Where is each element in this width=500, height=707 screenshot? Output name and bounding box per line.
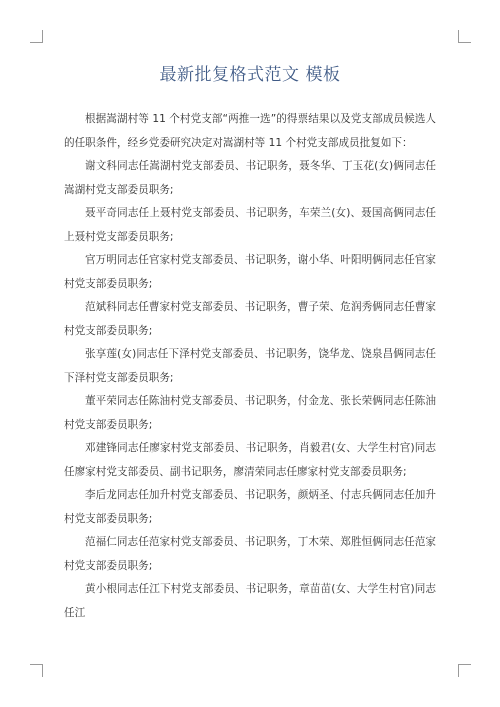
paragraph-jiasheng: 李后龙同志任加升村党支部委员、书记职务，颜炳圣、付志兵俩同志任加升村党支部委员职务;: [64, 489, 436, 525]
paragraph-fanjia: 范福仁同志任范家村党支部委员、书记职务，丁木荣、郑胜恒俩同志任范家村党支部委员职务;: [64, 536, 436, 572]
paragraph-shangnie: 聂平奇同志任上聂村党支部委员、书记职务，车荣兰(女)、聂国高俩同志任上聂村党支部委员职务;: [64, 207, 436, 243]
paragraph-caojia: 范斌科同志任曹家村党支部委员、书记职务，曹子荣、危润秀俩同志任曹家村党支部委员职务;: [64, 301, 436, 337]
paragraph-intro: 根据嵩湖村等 11 个村党支部“两推一选”的得票结果以及党支部成员候选人的任职条件，经乡党委研究决定对嵩湖村等 11 个村党支部成员批复如下：: [64, 113, 436, 149]
crop-mark-bottom-right: [458, 664, 471, 677]
paragraph-chenyou: 董平荣同志任陈油村党支部委员、书记职务，付金龙、张长荣俩同志任陈油村党支部委员职务;: [64, 395, 436, 431]
paragraph-guanjia: 官万明同志任官家村党支部委员、书记职务，谢小华、叶阳明俩同志任官家村党支部委员职务;: [64, 254, 436, 290]
crop-mark-bottom-left: [30, 664, 43, 677]
paragraph-songhu: 谢文科同志任嵩湖村党支部委员、书记职务，聂冬华、丁玉花(女)俩同志任嵩湖村党支部委员职务;: [64, 160, 436, 196]
document-title: 最新批复格式范文 模板: [159, 65, 341, 85]
crop-mark-top-right: [458, 30, 471, 43]
paragraph-xiaze: 张享莲(女)同志任下泽村党支部委员、书记职务，饶华龙、饶泉昌俩同志任下泽村党支部委员职务;: [64, 348, 436, 384]
crop-mark-top-left: [30, 30, 43, 43]
paragraph-liaojia: 邓建锋同志任廖家村党支部委员、书记职务，肖毅君(女、大学生村官)同志任廖家村党支部委员、副书记职务，廖清荣同志任廖家村党支部委员职务;: [64, 442, 436, 478]
document-body: [64, 108, 436, 625]
paragraph-jiangxia: 黄小根同志任江下村党支部委员、书记职务，章苗苗(女、大学生村官)同志任江: [64, 583, 436, 619]
